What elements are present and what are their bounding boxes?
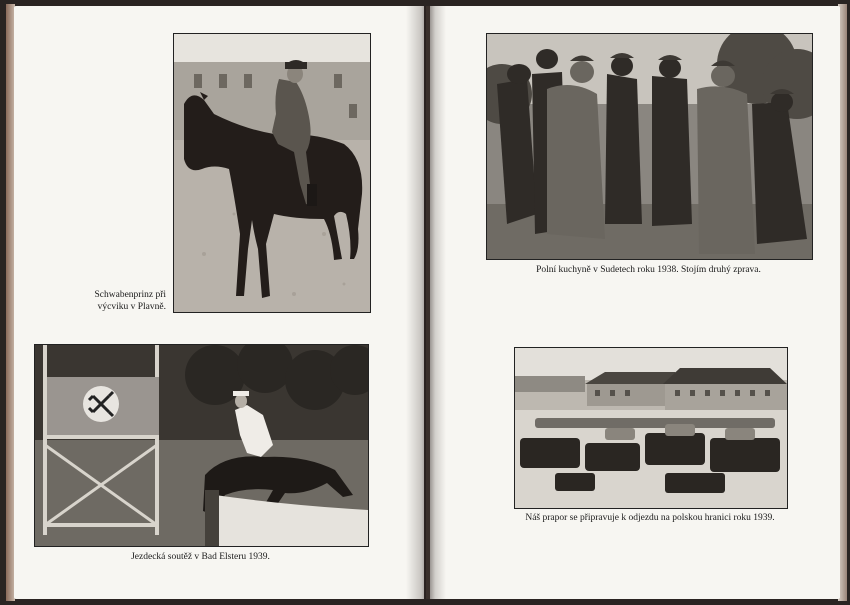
caption-rider-line1: Schwabenprinz při <box>94 290 166 300</box>
gutter-shadow-left <box>406 6 428 599</box>
caption-field-kitchen: Polní kuchyně v Sudetech roku 1938. Stojím druhý zprava. <box>536 265 761 275</box>
battalion-barracks-photo <box>514 347 788 509</box>
field-kitchen-soldiers-photo <box>486 33 813 260</box>
caption-battalion: Náš prapor se připravuje k odjezdu na polskou hranici roku 1939. <box>525 513 775 523</box>
caption-rider-line2: výcviku v Plavně. <box>97 301 166 312</box>
caption-show-jumping: Jezdecká soutěž v Bad Elsteru 1939. <box>131 552 270 562</box>
rider-on-horse-photo <box>173 33 371 313</box>
show-jumping-photo <box>34 344 369 547</box>
gutter-shadow-right <box>428 6 446 599</box>
caption-rider <box>60 290 166 314</box>
book-spine <box>426 6 430 599</box>
